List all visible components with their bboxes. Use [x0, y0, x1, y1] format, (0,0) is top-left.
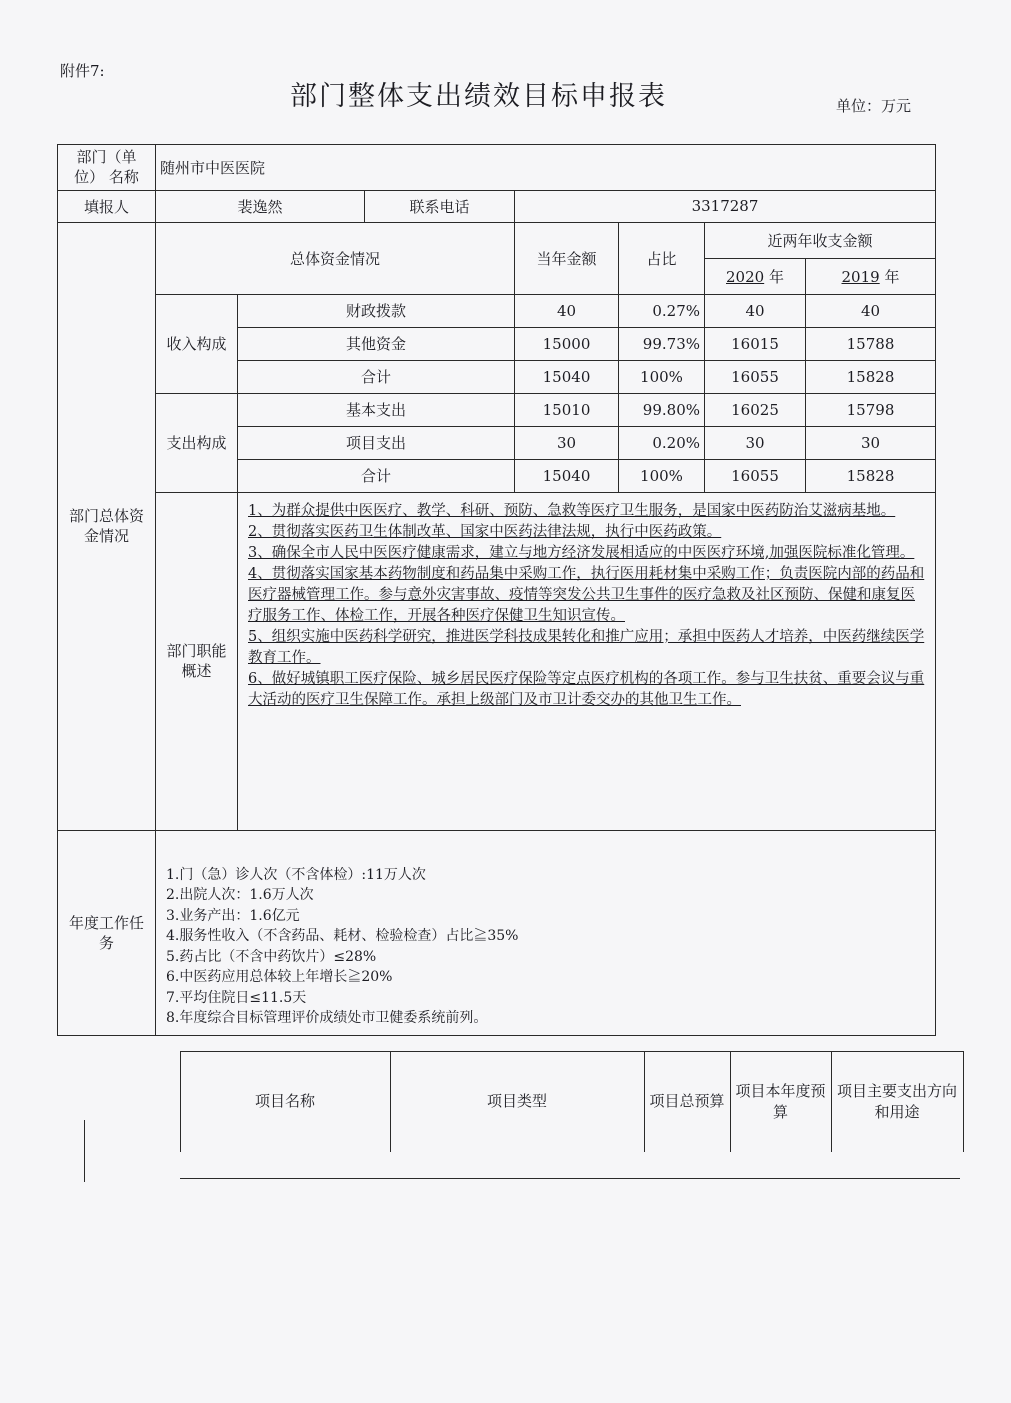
filler-value: 裴逸然: [156, 190, 365, 222]
row-name: 其他资金: [238, 327, 515, 360]
task-item: 4.服务性收入（不含药品、耗材、检验检查）占比≧35%: [166, 928, 519, 944]
filler-label: 填报人: [58, 190, 156, 222]
task-item: 6.中医药应用总体较上年增长≧20%: [166, 969, 393, 985]
row-2020: 30: [705, 426, 806, 459]
row-current: 15000: [515, 327, 619, 360]
col-two-years: 近两年收支金额: [705, 222, 936, 258]
divider: [180, 1178, 960, 1179]
col-project-name: 项目名称: [180, 1052, 390, 1152]
task-item: 8.年度综合目标管理评价成绩处市卫健委系统前列。: [166, 1010, 488, 1026]
col-project-year: 项目本年度预算: [730, 1052, 831, 1152]
row-current: 15040: [515, 360, 619, 393]
row-ratio: 0.20%: [619, 426, 705, 459]
duty-item: 4、贯彻落实国家基本药物制度和药品集中采购工作，执行医用耗材集中采购工作；负责医院内部的药品和医疗器械管理工作。参与意外灾害事故、疫情等突发公共卫生事件的医疗急救及社区预防、保健和康复医疗服务工作、体检工作，开展各种医疗保健卫生知识宣传。: [248, 565, 925, 624]
row-2020: 16015: [705, 327, 806, 360]
year-suffix: 年: [768, 267, 784, 286]
phone-value: 3317287: [515, 190, 936, 222]
task-item: 2.出院人次：1.6万人次: [166, 887, 314, 903]
duties-label: 部门职能概述: [156, 492, 238, 830]
row-ratio: 100%: [619, 360, 705, 393]
row-2020: 16055: [705, 459, 806, 492]
row-2020: 16055: [705, 360, 806, 393]
row-2019: 15828: [806, 459, 936, 492]
row-2020: 16025: [705, 393, 806, 426]
duty-item: 3、确保全市人民中医医疗健康需求，建立与地方经济发展相适应的中医医疗环境,加强医院标准化管理。: [248, 544, 915, 561]
col-current-amount: 当年金额: [515, 222, 619, 294]
year-2019: 2019: [841, 267, 880, 286]
row-name: 项目支出: [238, 426, 515, 459]
row-current: 15010: [515, 393, 619, 426]
attachment-label: 附件7:: [60, 62, 105, 80]
col-project-type: 项目类型: [390, 1052, 644, 1152]
row-name: 基本支出: [238, 393, 515, 426]
duty-item: 6、做好城镇职工医疗保险、城乡居民医疗保险等定点医疗机构的各项工作。参与卫生扶贫、重要会议与重大活动的医疗卫生保障工作。承担上级部门及市卫计委交办的其他卫生工作。: [248, 670, 925, 708]
dept-name-value: 随州市中医医院: [156, 144, 936, 190]
task-item: 3.业务产出：1.6亿元: [166, 907, 300, 924]
duty-item: 2、贯彻落实医药卫生体制改革、国家中医药法律法规，执行中医药政策。: [248, 523, 722, 540]
budget-form-table: [57, 114, 936, 1036]
row-current: 40: [515, 294, 619, 327]
duty-item: 5、组织实施中医药科学研究，推进医学科技成果转化和推广应用；承担中医药人才培养，中医药继续医学教育工作。: [248, 628, 925, 666]
row-2019: 15828: [806, 360, 936, 393]
col-project-use: 项目主要支出方向和用途: [831, 1052, 963, 1152]
year-suffix: 年: [884, 267, 900, 286]
row-2020: 40: [705, 294, 806, 327]
expense-label: 支出构成: [156, 393, 238, 492]
duty-item: 1、为群众提供中医医疗、教学、科研、预防、急救等医疗卫生服务，是国家中医药防治艾滋病基地。: [248, 502, 896, 519]
table-row: [58, 294, 936, 327]
row-2019: 15798: [806, 393, 936, 426]
row-name: 财政拨款: [238, 294, 515, 327]
row-2019: 30: [806, 426, 936, 459]
row-name: 合计: [238, 360, 515, 393]
unit-label: 单位：万元: [836, 97, 912, 115]
task-item: 1.门（急）诊人次（不含体检）:11万人次: [166, 866, 426, 883]
row-ratio: 99.73%: [619, 327, 705, 360]
row-ratio: 100%: [619, 459, 705, 492]
duties-content: [238, 492, 936, 830]
task-item: 7.平均住院日≤11.5天: [166, 989, 307, 1006]
row-2019: 40: [806, 294, 936, 327]
tasks-content: [156, 830, 936, 1035]
task-item: 5.药占比（不含中药饮片）≤28%: [166, 948, 377, 965]
row-current: 15040: [515, 459, 619, 492]
dept-name-label: 部门（单位） 名称: [58, 144, 156, 190]
year-2020: 2020: [726, 267, 765, 286]
col-project-total: 项目总预算: [644, 1052, 730, 1152]
table-row: [58, 393, 936, 426]
phone-label: 联系电话: [365, 190, 515, 222]
income-label: 收入构成: [156, 294, 238, 393]
page-title: 部门整体支出绩效目标申报表: [290, 81, 667, 112]
year-2019-header: [806, 258, 936, 294]
row-ratio: 99.80%: [619, 393, 705, 426]
row-ratio: 0.27%: [619, 294, 705, 327]
funds-section-label: 部门总体资金情况: [58, 222, 156, 830]
year-2020-header: [705, 258, 806, 294]
col-ratio: 占比: [619, 222, 705, 294]
project-table: [57, 1051, 964, 1152]
row-name: 合计: [238, 459, 515, 492]
tasks-label: 年度工作任务: [58, 830, 156, 1035]
divider: [84, 1120, 85, 1182]
row-current: 30: [515, 426, 619, 459]
funds-header-label: 总体资金情况: [156, 222, 515, 294]
row-2019: 15788: [806, 327, 936, 360]
